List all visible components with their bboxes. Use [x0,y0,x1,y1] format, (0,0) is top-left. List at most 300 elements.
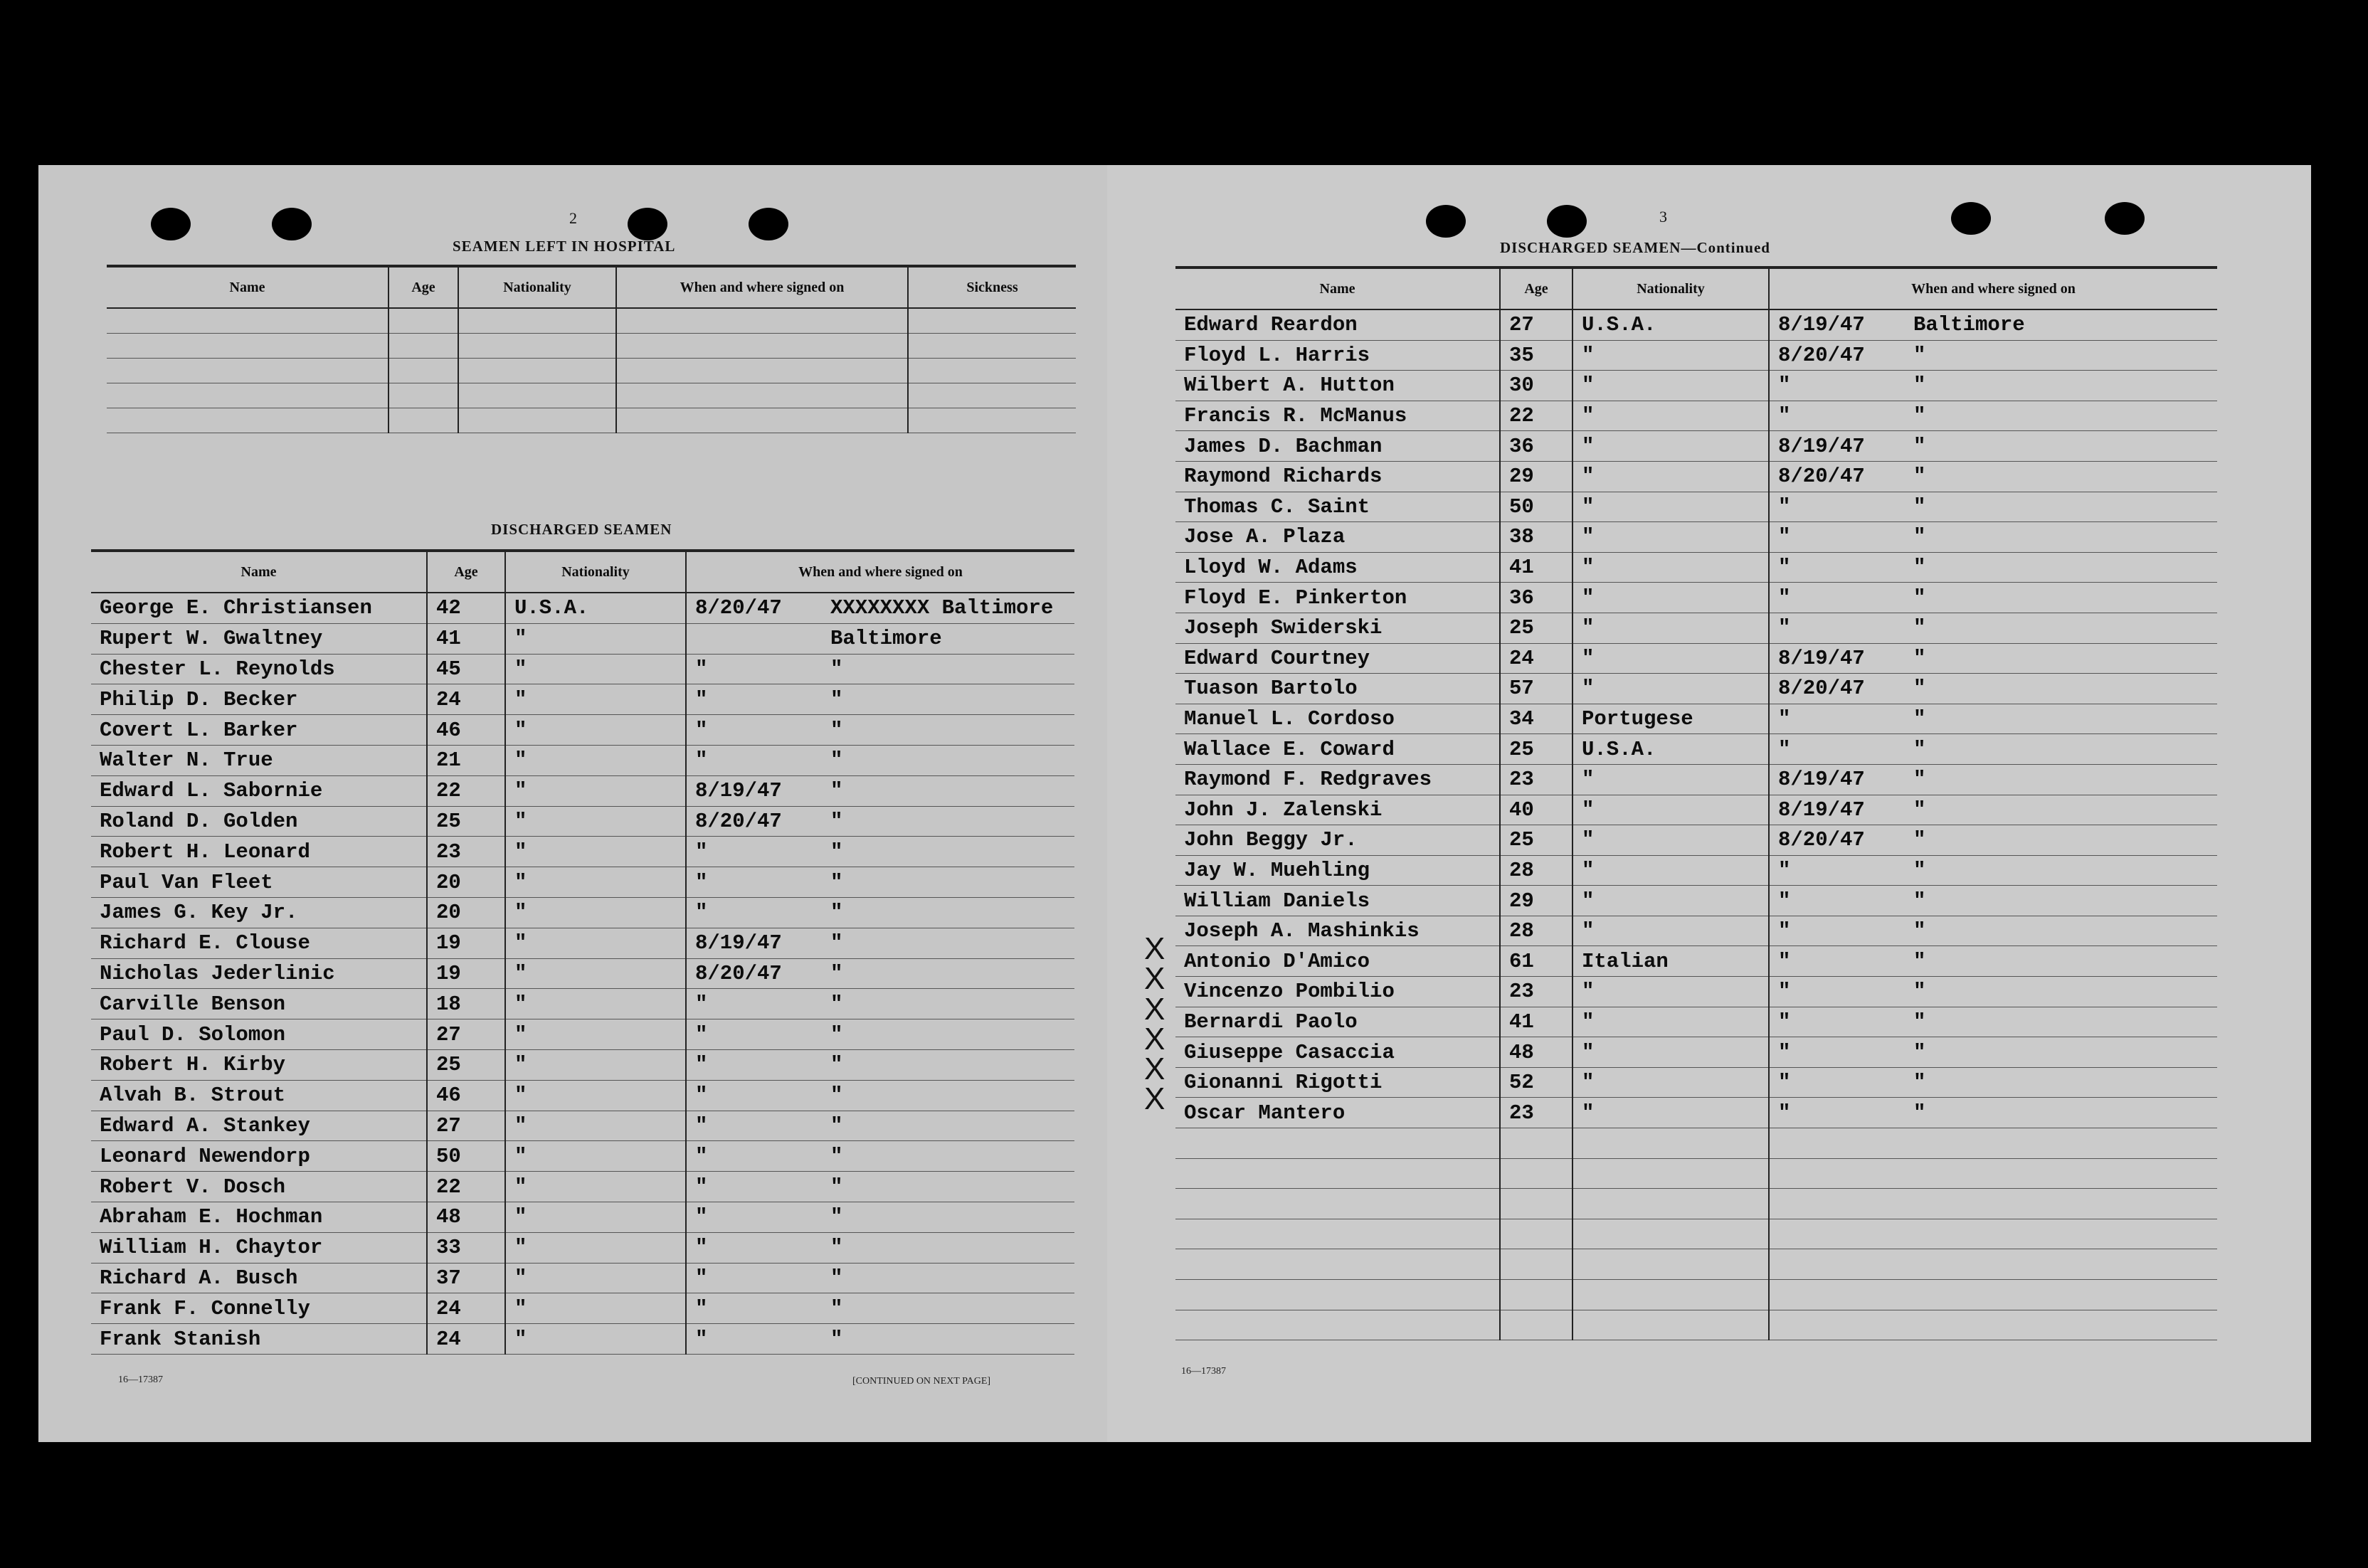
handwritten-x-mark: X [1144,961,1166,997]
signed-on-date: " [1778,404,1791,428]
seaman-name: Walter N. True [91,745,427,775]
seaman-name: Leonard Newendorp [91,1141,427,1172]
seaman-name: Frank F. Connelly [91,1293,427,1324]
seaman-nationality: " [1572,552,1769,583]
seaman-name: Paul Van Fleet [91,867,427,898]
seaman-nationality: " [1572,674,1769,704]
table-row [1175,522,2217,553]
seaman-nationality: " [505,806,686,837]
seaman-age: 33 [427,1232,505,1263]
signed-on-cell [1769,522,2217,553]
signed-on-place: " [830,931,843,955]
seaman-nationality: Portugese [1572,704,1769,734]
seaman-name: Manuel L. Cordoso [1175,704,1500,734]
seaman-name: Rupert W. Gwaltney [91,623,427,654]
seaman-age: 24 [427,1293,505,1324]
seaman-age: 45 [427,654,505,684]
empty-row [1175,1189,2217,1219]
signed-on-cell [1769,886,2217,916]
table-row [1175,886,2217,916]
signed-on-cell [686,775,1074,806]
signed-on-cell [1769,916,2217,946]
seaman-age: 20 [427,897,505,928]
form-number: 16—17387 [1181,1366,1226,1377]
column-header: Name [107,266,388,308]
seaman-age: 52 [1500,1067,1572,1098]
seaman-age: 25 [1500,734,1572,765]
signed-on-cell [1769,309,2217,340]
table-row [91,775,1074,806]
signed-on-cell [686,1080,1074,1111]
seaman-age: 24 [427,1324,505,1355]
signed-on-place: " [1913,798,1926,822]
signed-on-date: 8/20/47 [695,596,782,620]
table-row [91,1263,1074,1293]
signed-on-date: " [1778,556,1791,580]
seaman-age: 23 [1500,977,1572,1007]
signed-on-cell [686,989,1074,1019]
signed-on-place: " [1913,1010,1926,1034]
seaman-nationality: " [1572,643,1769,674]
seaman-age: 40 [1500,795,1572,825]
seaman-age: 50 [427,1141,505,1172]
section-title: DISCHARGED SEAMEN—Continued [1500,239,1770,256]
seaman-nationality: " [505,654,686,684]
seaman-nationality: Italian [1572,946,1769,977]
seaman-age: 35 [1500,340,1572,371]
signed-on-cell [686,684,1074,715]
table-row [1175,977,2217,1007]
seaman-age: 48 [427,1202,505,1232]
seaman-age: 42 [427,593,505,623]
table-row [91,684,1074,715]
seaman-nationality: " [1572,522,1769,553]
signed-on-place: " [830,718,843,742]
seaman-nationality: " [505,958,686,989]
empty-row [1175,1249,2217,1280]
signed-on-cell [1769,946,2217,977]
signed-on-date: " [1778,586,1791,610]
seaman-name: Tuason Bartolo [1175,674,1500,704]
seaman-age: 27 [1500,309,1572,340]
signed-on-place: " [830,992,843,1016]
table-row [91,1019,1074,1050]
seaman-name: Francis R. McManus [1175,401,1500,431]
signed-on-date: 8/19/47 [1778,798,1865,822]
signed-on-date: " [695,901,708,925]
seaman-age: 22 [427,775,505,806]
table-row [107,308,1076,334]
column-header: Age [388,266,458,308]
seaman-age: 25 [427,1049,505,1080]
seaman-name: Joseph A. Mashinkis [1175,916,1500,946]
seaman-age: 48 [1500,1037,1572,1068]
seaman-nationality: U.S.A. [1572,309,1769,340]
table-row [91,1111,1074,1141]
table-row [1175,704,2217,734]
hospital-section-title: SEAMEN LEFT IN HOSPITAL [453,238,676,255]
seaman-nationality: " [1572,613,1769,643]
signed-on-place: " [830,1144,843,1168]
signed-on-place: " [1913,707,1926,731]
signed-on-cell [686,1111,1074,1141]
seaman-age: 41 [1500,552,1572,583]
seaman-age: 34 [1500,704,1572,734]
signed-on-date: " [695,992,708,1016]
table-row [91,1080,1074,1111]
signed-on-date: 8/19/47 [1778,646,1865,670]
seaman-name: Wilbert A. Hutton [1175,371,1500,401]
signed-on-date: 8/20/47 [695,961,782,985]
signed-on-date: " [695,718,708,742]
signed-on-cell [686,1263,1074,1293]
seaman-name: William H. Chaytor [91,1232,427,1263]
seaman-name: Covert L. Barker [91,715,427,746]
table-row [91,1202,1074,1232]
seaman-name: George E. Christiansen [91,593,427,623]
seaman-nationality: " [505,684,686,715]
seaman-age: 41 [1500,1007,1572,1037]
seaman-nationality: " [1572,886,1769,916]
signed-on-cell [686,593,1074,623]
table-row [1175,855,2217,886]
seaman-name: James D. Bachman [1175,431,1500,462]
seaman-age: 25 [1500,825,1572,856]
seaman-nationality: " [505,715,686,746]
table-row [1175,643,2217,674]
column-header: Age [427,551,505,593]
table-row [1175,431,2217,462]
handwritten-x-mark: X [1144,931,1166,967]
seaman-age: 38 [1500,522,1572,553]
signed-on-date: " [1778,707,1791,731]
empty-row [1175,1128,2217,1159]
signed-on-place: " [830,1113,843,1138]
seaman-nationality: " [505,745,686,775]
signed-on-date: " [695,1236,708,1260]
signed-on-place: " [1913,556,1926,580]
column-header: Nationality [1572,267,1769,309]
seaman-age: 25 [427,806,505,837]
seaman-nationality: " [505,1293,686,1324]
discharged-table [91,549,1074,1355]
handwritten-x-mark: X [1144,1051,1166,1086]
column-header: When and where signed on [1769,267,2217,309]
table-row [107,408,1076,433]
table-row [91,623,1074,654]
signed-on-cell [1769,1037,2217,1068]
signed-on-date: " [1778,1040,1791,1064]
signed-on-cell [686,1232,1074,1263]
signed-on-place: " [830,839,843,864]
column-header: Nationality [505,551,686,593]
table-row [1175,340,2217,371]
page-number: 3 [1659,208,1667,226]
table-row [1175,1037,2217,1068]
signed-on-cell [1769,371,2217,401]
table-row [1175,1007,2217,1037]
seaman-name: Edward Reardon [1175,309,1500,340]
seaman-age: 20 [427,867,505,898]
seaman-age: 22 [1500,401,1572,431]
table-row [1175,461,2217,492]
signed-on-cell [686,745,1074,775]
seaman-nationality: " [505,775,686,806]
signed-on-date: 8/19/47 [1778,313,1865,337]
empty-row [1175,1158,2217,1189]
seaman-nationality: U.S.A. [1572,734,1769,765]
seaman-nationality: " [1572,795,1769,825]
signed-on-cell [1769,1098,2217,1128]
signed-on-cell [1769,855,2217,886]
signed-on-date: " [1778,1010,1791,1034]
signed-on-cell [1769,552,2217,583]
signed-on-place: " [1913,1101,1926,1125]
punch-hole [151,208,191,240]
signed-on-date: " [695,1144,708,1168]
seaman-age: 41 [427,623,505,654]
signed-on-place: " [1913,374,1926,398]
signed-on-place: " [830,1236,843,1260]
table-row [1175,492,2217,522]
seaman-nationality: " [1572,1007,1769,1037]
seaman-nationality: " [505,1172,686,1202]
seaman-name: Bernardi Paolo [1175,1007,1500,1037]
signed-on-cell [1769,431,2217,462]
table-row [107,359,1076,383]
signed-on-cell [1769,461,2217,492]
signed-on-place: " [1913,616,1926,640]
seaman-age: 18 [427,989,505,1019]
seaman-name: Floyd L. Harris [1175,340,1500,371]
signed-on-cell [686,1293,1074,1324]
seaman-name: Richard A. Busch [91,1263,427,1293]
seaman-name: Raymond F. Redgraves [1175,764,1500,795]
signed-on-place: " [1913,494,1926,519]
signed-on-date: " [695,1205,708,1229]
punch-hole [2105,202,2145,235]
seaman-age: 28 [1500,916,1572,946]
seaman-nationality: " [1572,855,1769,886]
seaman-name: Jose A. Plaza [1175,522,1500,553]
column-header: Sickness [908,266,1076,308]
seaman-nationality: U.S.A. [505,593,686,623]
signed-on-place: Baltimore [1913,313,2025,337]
table-row [107,383,1076,408]
signed-on-cell [686,1019,1074,1050]
seaman-nationality: " [505,1111,686,1141]
signed-on-date: " [1778,889,1791,913]
seaman-age: 22 [427,1172,505,1202]
signed-on-cell [686,1049,1074,1080]
discharged-table-continued [1175,266,2217,1340]
seaman-nationality: " [505,623,686,654]
signed-on-date: " [1778,980,1791,1004]
signed-on-cell [1769,613,2217,643]
signed-on-place: " [1913,525,1926,549]
punch-hole [749,208,788,240]
table-row [1175,734,2217,765]
seaman-age: 50 [1500,492,1572,522]
signed-on-place: " [830,1022,843,1047]
table-row [91,989,1074,1019]
signed-on-cell [686,654,1074,684]
table-row [91,806,1074,837]
table-row [1175,1067,2217,1098]
seaman-name: Lloyd W. Adams [1175,552,1500,583]
handwritten-x-mark: X [1144,1021,1166,1056]
seaman-age: 61 [1500,946,1572,977]
signed-on-date: " [695,1022,708,1047]
seaman-nationality: " [505,1202,686,1232]
punch-hole [628,208,667,240]
seaman-age: 21 [427,745,505,775]
seaman-nationality: " [505,1141,686,1172]
signed-on-place: " [830,1327,843,1351]
column-header: Name [1175,267,1500,309]
signed-on-cell [686,623,1074,654]
empty-row [1175,1219,2217,1249]
signed-on-cell [686,715,1074,746]
seaman-name: Edward A. Stankey [91,1111,427,1141]
column-header: Name [91,551,427,593]
seaman-nationality: " [505,1324,686,1355]
table-row [1175,552,2217,583]
seaman-age: 29 [1500,461,1572,492]
punch-hole [272,208,312,240]
signed-on-cell [1769,583,2217,613]
seaman-age: 19 [427,958,505,989]
seaman-nationality: " [505,1080,686,1111]
table-row [1175,583,2217,613]
signed-on-date: 8/20/47 [1778,465,1865,489]
seaman-name: Thomas C. Saint [1175,492,1500,522]
signed-on-cell [686,928,1074,958]
seaman-nationality: " [1572,431,1769,462]
seaman-age: 24 [1500,643,1572,674]
signed-on-place: " [830,1205,843,1229]
signed-on-place: " [830,1053,843,1077]
signed-on-place: " [1913,677,1926,701]
signed-on-date: 8/19/47 [1778,768,1865,792]
seaman-nationality: " [1572,916,1769,946]
signed-on-place: " [1913,828,1926,852]
column-header: When and where signed on [686,551,1074,593]
signed-on-date: " [1778,1071,1791,1095]
signed-on-place: " [1913,586,1926,610]
table-row [91,1049,1074,1080]
column-header: Nationality [458,266,616,308]
seaman-name: Frank Stanish [91,1324,427,1355]
signed-on-date: " [695,870,708,894]
seaman-name: Edward Courtney [1175,643,1500,674]
signed-on-place: " [830,779,843,803]
signed-on-date: 8/19/47 [695,779,782,803]
signed-on-date: 8/19/47 [695,931,782,955]
signed-on-cell [1769,674,2217,704]
signed-on-place: " [830,1266,843,1290]
signed-on-place: Baltimore [830,627,942,651]
table-row [91,1172,1074,1202]
seaman-nationality: " [505,928,686,958]
seaman-nationality: " [505,1049,686,1080]
signed-on-date: 8/20/47 [1778,828,1865,852]
signed-on-date: 8/19/47 [1778,434,1865,458]
empty-row [1175,1280,2217,1310]
continued-note: [CONTINUED ON NEXT PAGE] [852,1376,991,1387]
seaman-name: John J. Zalenski [1175,795,1500,825]
table-row [91,1324,1074,1355]
seaman-name: Robert V. Dosch [91,1172,427,1202]
seaman-age: 23 [427,837,505,867]
table-row [1175,825,2217,856]
signed-on-cell [686,806,1074,837]
seaman-nationality: " [505,867,686,898]
seaman-name: Paul D. Solomon [91,1019,427,1050]
signed-on-place: " [830,1296,843,1320]
signed-on-place: " [830,870,843,894]
seaman-name: Raymond Richards [1175,461,1500,492]
table-row [91,745,1074,775]
signed-on-place: " [1913,737,1926,761]
seaman-name: Robert H. Kirby [91,1049,427,1080]
signed-on-cell [686,837,1074,867]
seaman-name: Chester L. Reynolds [91,654,427,684]
seaman-name: Richard E. Clouse [91,928,427,958]
hospital-table [107,265,1076,433]
signed-on-place: " [830,657,843,681]
signed-on-date: " [695,687,708,711]
column-header: Age [1500,267,1572,309]
seaman-age: 36 [1500,431,1572,462]
seaman-age: 24 [427,684,505,715]
seaman-nationality: " [1572,1098,1769,1128]
signed-on-place: " [830,748,843,773]
table-row [91,1293,1074,1324]
signed-on-date: " [1778,525,1791,549]
signed-on-date: 8/20/47 [695,809,782,833]
signed-on-date: " [695,1327,708,1351]
signed-on-date: 8/20/47 [1778,343,1865,367]
table-row [1175,401,2217,431]
signed-on-cell [1769,764,2217,795]
seaman-name: William Daniels [1175,886,1500,916]
signed-on-place: " [1913,858,1926,882]
signed-on-cell [1769,401,2217,431]
table-row [1175,764,2217,795]
table-row [1175,916,2217,946]
seaman-name: Alvah B. Strout [91,1080,427,1111]
seaman-nationality: " [1572,825,1769,856]
signed-on-date: " [695,1053,708,1077]
seaman-name: Joseph Swiderski [1175,613,1500,643]
seaman-nationality: " [505,1232,686,1263]
seaman-age: 27 [427,1111,505,1141]
signed-on-place: " [1913,768,1926,792]
signed-on-place: " [830,1175,843,1199]
seaman-age: 19 [427,928,505,958]
signed-on-place: " [830,687,843,711]
signed-on-place: " [1913,949,1926,973]
signed-on-place: " [1913,1071,1926,1095]
table-row [91,593,1074,623]
seaman-age: 57 [1500,674,1572,704]
handwritten-x-mark: X [1144,1081,1166,1117]
column-header: When and where signed on [616,266,908,308]
signed-on-place: " [1913,434,1926,458]
table-row [107,334,1076,359]
signed-on-cell [1769,1007,2217,1037]
